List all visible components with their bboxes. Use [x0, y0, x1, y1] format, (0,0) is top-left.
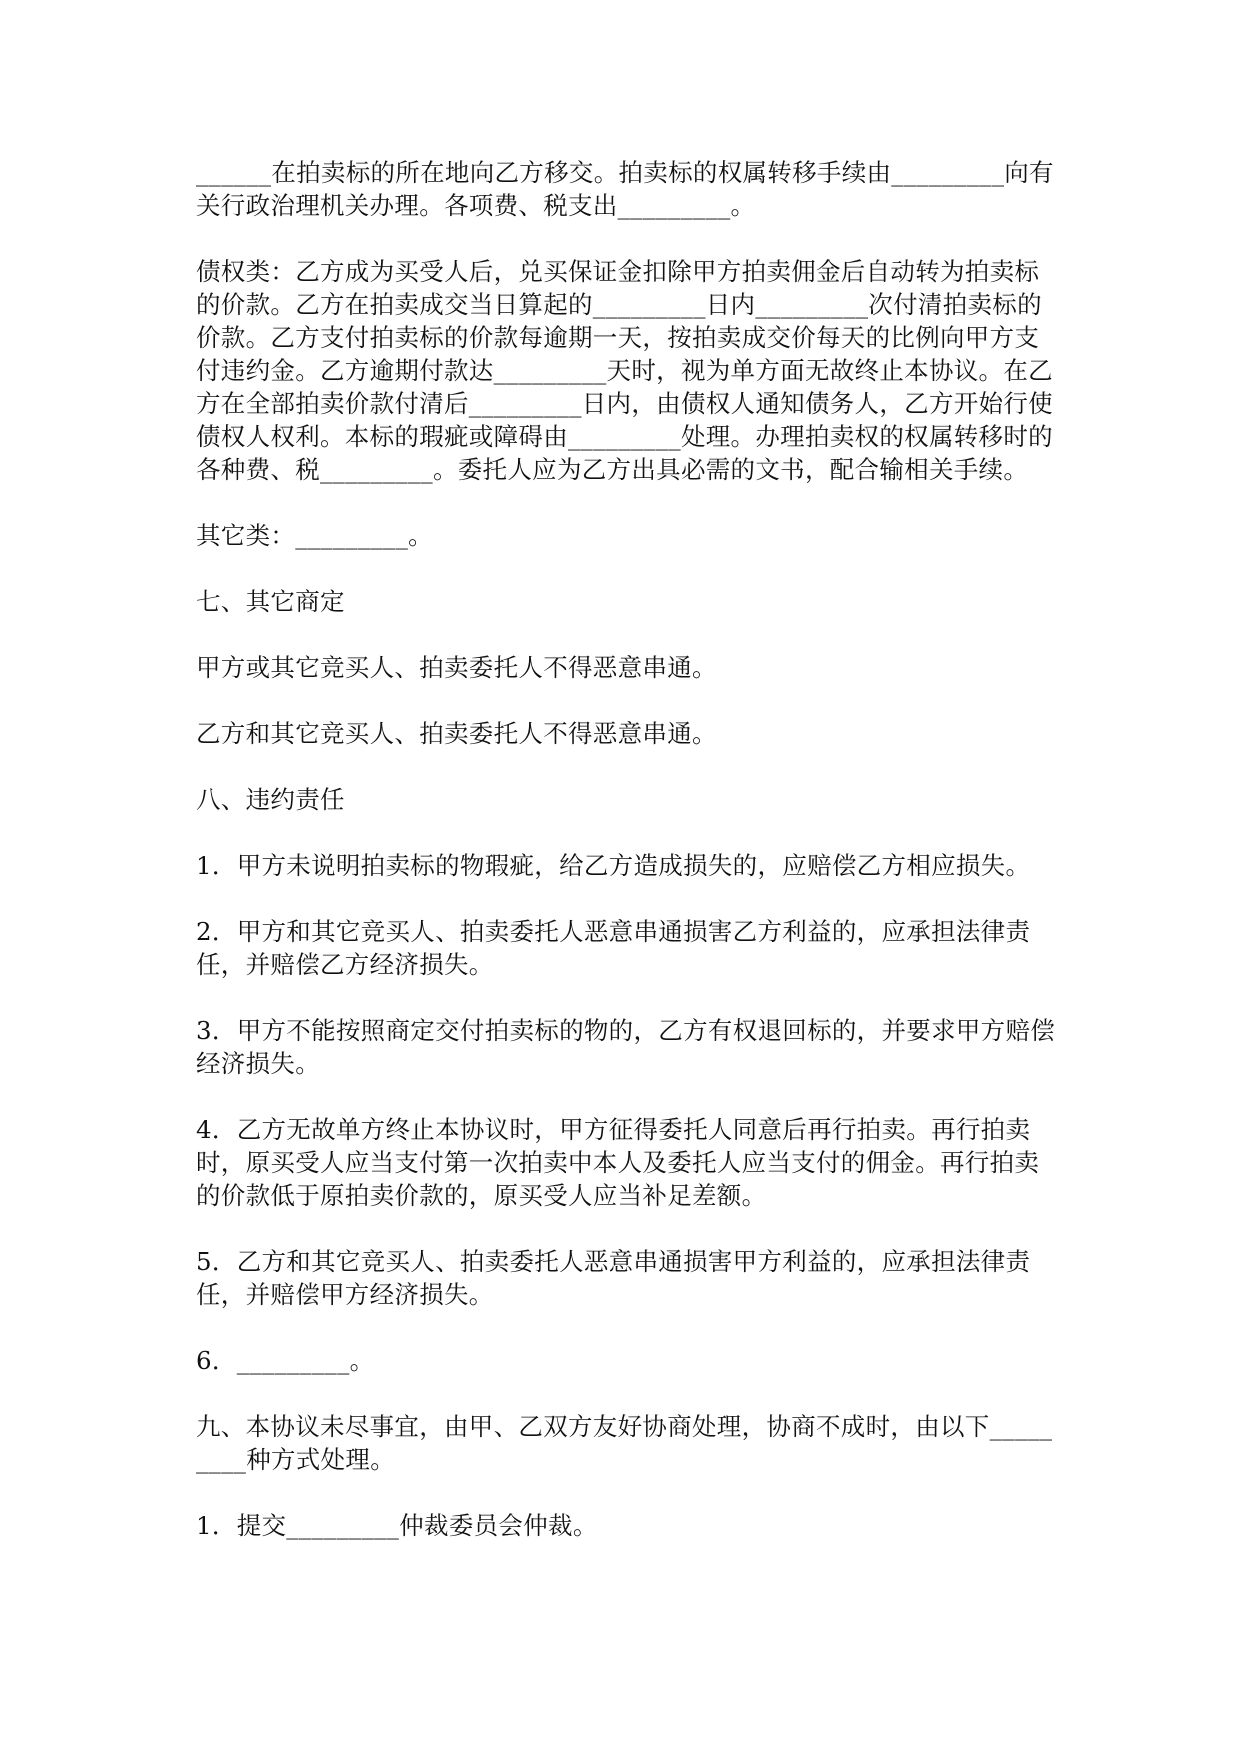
section-heading-other-agreements: 七、其它商定	[196, 587, 345, 616]
section-heading-liability: 八、违约责任	[196, 785, 345, 814]
liability-item-4: 4．乙方无故单方终止本协议时，甲方征得委托人同意后再行拍卖。再行拍卖时，原买受人应当支付第一次拍卖中本人及委托人应当支付的佣金。再行拍卖的价款低于原拍卖价款的，原买受人应当补足差额。	[196, 1115, 1040, 1210]
liability-item-1: 1．甲方未说明拍卖标的物瑕疵，给乙方造成损失的，应赔偿乙方相应损失。	[196, 851, 1031, 880]
dispute-item-1: 1．提交_________仲裁委员会仲裁。	[196, 1511, 598, 1540]
liability-item-6: 6．_________。	[196, 1346, 375, 1375]
liability-item-2: 2．甲方和其它竞买人、拍卖委托人恶意串通损害乙方利益的，应承担法律责任，并赔偿乙方经济损失。	[196, 917, 1031, 979]
section-heading-dispute-resolution: 九、本协议未尽事宜，由甲、乙双方友好协商处理，协商不成时，由以下_________种方式处理。	[196, 1412, 1053, 1474]
paragraph-party-b-no-collusion: 乙方和其它竞买人、拍卖委托人不得恶意串通。	[196, 719, 717, 748]
document-page	[196, 156, 1056, 1575]
liability-item-3: 3．甲方不能按照商定交付拍卖标的物的，乙方有权退回标的，并要求甲方赔偿经济损失。	[196, 1016, 1056, 1078]
paragraph-creditor-rights: 债权类：乙方成为买受人后，兑买保证金扣除甲方拍卖佣金后自动转为拍卖标的价款。乙方在拍卖成交当日算起的_________日内_________次付清拍卖标的价款。乙方支付拍卖标的价款每逾期一天，按拍卖成交价每天的比例向甲方支付违约金。乙方逾期付款达_________天时，视为单方面无故终止本协议。在乙方在全部拍卖价款付清后_________日内，由债权人通知债务人，乙方开始行使债权人权利。本标的瑕疵或障碍由_________处理。办理拍卖权的权属转移时的各种费、税_________。委托人应为乙方出具必需的文书，配合输相关手续。	[196, 257, 1053, 484]
liability-item-5: 5．乙方和其它竞买人、拍卖委托人恶意串通损害甲方利益的，应承担法律责任，并赔偿甲方经济损失。	[196, 1247, 1031, 1309]
paragraph-other-category: 其它类：_________。	[196, 521, 433, 550]
paragraph-asset-transfer: ______在拍卖标的所在地向乙方移交。拍卖标的权属转移手续由_________向有关行政治理机关办理。各项费、税支出_________。	[196, 158, 1054, 220]
paragraph-party-a-no-collusion: 甲方或其它竞买人、拍卖委托人不得恶意串通。	[196, 653, 717, 682]
